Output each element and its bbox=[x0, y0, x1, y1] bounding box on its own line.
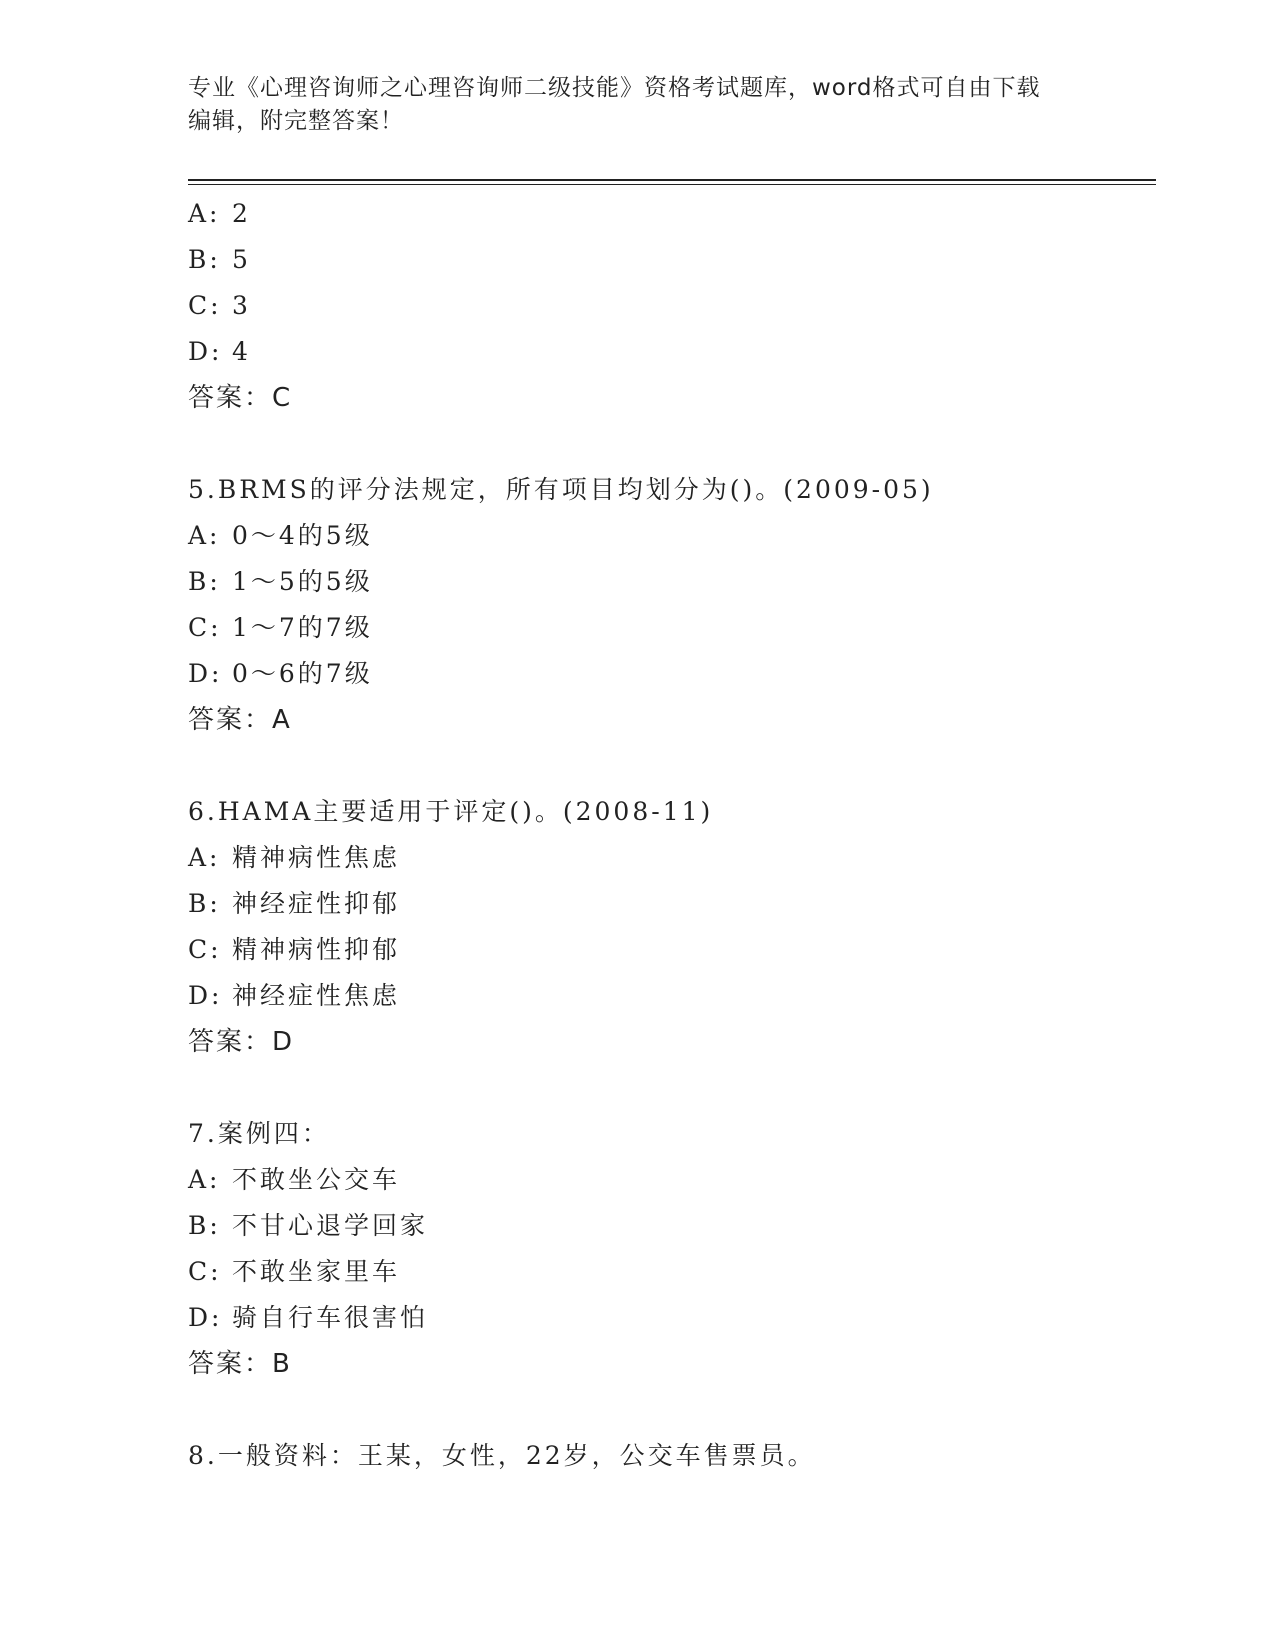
answer-line: 答案：D bbox=[188, 1027, 295, 1057]
block-spacer bbox=[188, 743, 1156, 789]
question-block bbox=[188, 467, 1156, 743]
option-text: 神经症性抑郁 bbox=[232, 889, 401, 918]
question-block bbox=[188, 1111, 1156, 1387]
option-key: D: bbox=[188, 659, 223, 688]
question-block bbox=[188, 191, 1156, 421]
option-c bbox=[188, 605, 1156, 651]
question-block bbox=[188, 1433, 1156, 1479]
header-divider-bottom bbox=[188, 184, 1156, 185]
option-text: 4 bbox=[232, 337, 251, 366]
option-key: D: bbox=[188, 981, 223, 1010]
question-text: 7.案例四： bbox=[188, 1119, 330, 1148]
option-text: 0～4的5级 bbox=[232, 521, 373, 550]
option-key: B: bbox=[188, 1211, 221, 1240]
option-b bbox=[188, 881, 1156, 927]
option-key: A: bbox=[188, 521, 221, 550]
option-b bbox=[188, 1203, 1156, 1249]
answer-line: 答案：C bbox=[188, 383, 293, 413]
header-divider-top bbox=[188, 179, 1156, 181]
option-d bbox=[188, 1295, 1156, 1341]
answer-line: 答案：B bbox=[188, 1349, 292, 1379]
block-spacer bbox=[188, 1387, 1156, 1433]
option-key: D: bbox=[188, 337, 223, 366]
option-text: 不甘心退学回家 bbox=[232, 1211, 429, 1240]
question-list bbox=[188, 191, 1156, 1479]
option-text: 不敢坐公交车 bbox=[232, 1165, 401, 1194]
option-text: 精神病性焦虑 bbox=[232, 843, 401, 872]
option-key: A: bbox=[188, 199, 221, 228]
block-spacer bbox=[188, 1065, 1156, 1111]
question-text: 5.BRMS的评分法规定，所有项目均划分为()。(2009-05) bbox=[188, 475, 934, 504]
option-text: 不敢坐家里车 bbox=[232, 1257, 401, 1286]
option-key: D: bbox=[188, 1303, 223, 1332]
question-text: 6.HAMA主要适用于评定()。(2008-11) bbox=[188, 797, 714, 826]
option-d bbox=[188, 973, 1156, 1019]
option-key: B: bbox=[188, 567, 221, 596]
option-d bbox=[188, 329, 1156, 375]
option-a bbox=[188, 1157, 1156, 1203]
question-text: 8.一般资料：王某，女性，22岁，公交车售票员。 bbox=[188, 1441, 816, 1470]
option-text: 骑自行车很害怕 bbox=[232, 1303, 429, 1332]
header-line-2: 编辑，附完整答案！ bbox=[188, 108, 404, 134]
option-key: B: bbox=[188, 245, 221, 274]
option-key: C: bbox=[188, 1257, 222, 1286]
block-spacer bbox=[188, 421, 1156, 467]
option-text: 5 bbox=[232, 245, 251, 274]
option-c bbox=[188, 1249, 1156, 1295]
option-a bbox=[188, 191, 1156, 237]
option-text: 0～6的7级 bbox=[232, 659, 373, 688]
header-line-1: 专业《心理咨询师之心理咨询师二级技能》资格考试题库，word格式可自由下载 bbox=[188, 75, 1041, 101]
document-header bbox=[188, 72, 1068, 138]
option-c bbox=[188, 927, 1156, 973]
option-b bbox=[188, 559, 1156, 605]
question-block bbox=[188, 789, 1156, 1065]
option-text: 1～5的5级 bbox=[232, 567, 373, 596]
option-key: A: bbox=[188, 1165, 221, 1194]
option-text: 1～7的7级 bbox=[232, 613, 373, 642]
option-text: 3 bbox=[232, 291, 251, 320]
answer-line: 答案：A bbox=[188, 705, 292, 735]
option-key: C: bbox=[188, 935, 222, 964]
option-d bbox=[188, 651, 1156, 697]
option-text: 神经症性焦虑 bbox=[232, 981, 401, 1010]
option-text: 2 bbox=[232, 199, 251, 228]
option-text: 精神病性抑郁 bbox=[232, 935, 401, 964]
option-key: C: bbox=[188, 291, 222, 320]
option-key: C: bbox=[188, 613, 222, 642]
option-b bbox=[188, 237, 1156, 283]
option-c bbox=[188, 283, 1156, 329]
option-key: A: bbox=[188, 843, 221, 872]
option-key: B: bbox=[188, 889, 221, 918]
option-a bbox=[188, 835, 1156, 881]
option-a bbox=[188, 513, 1156, 559]
